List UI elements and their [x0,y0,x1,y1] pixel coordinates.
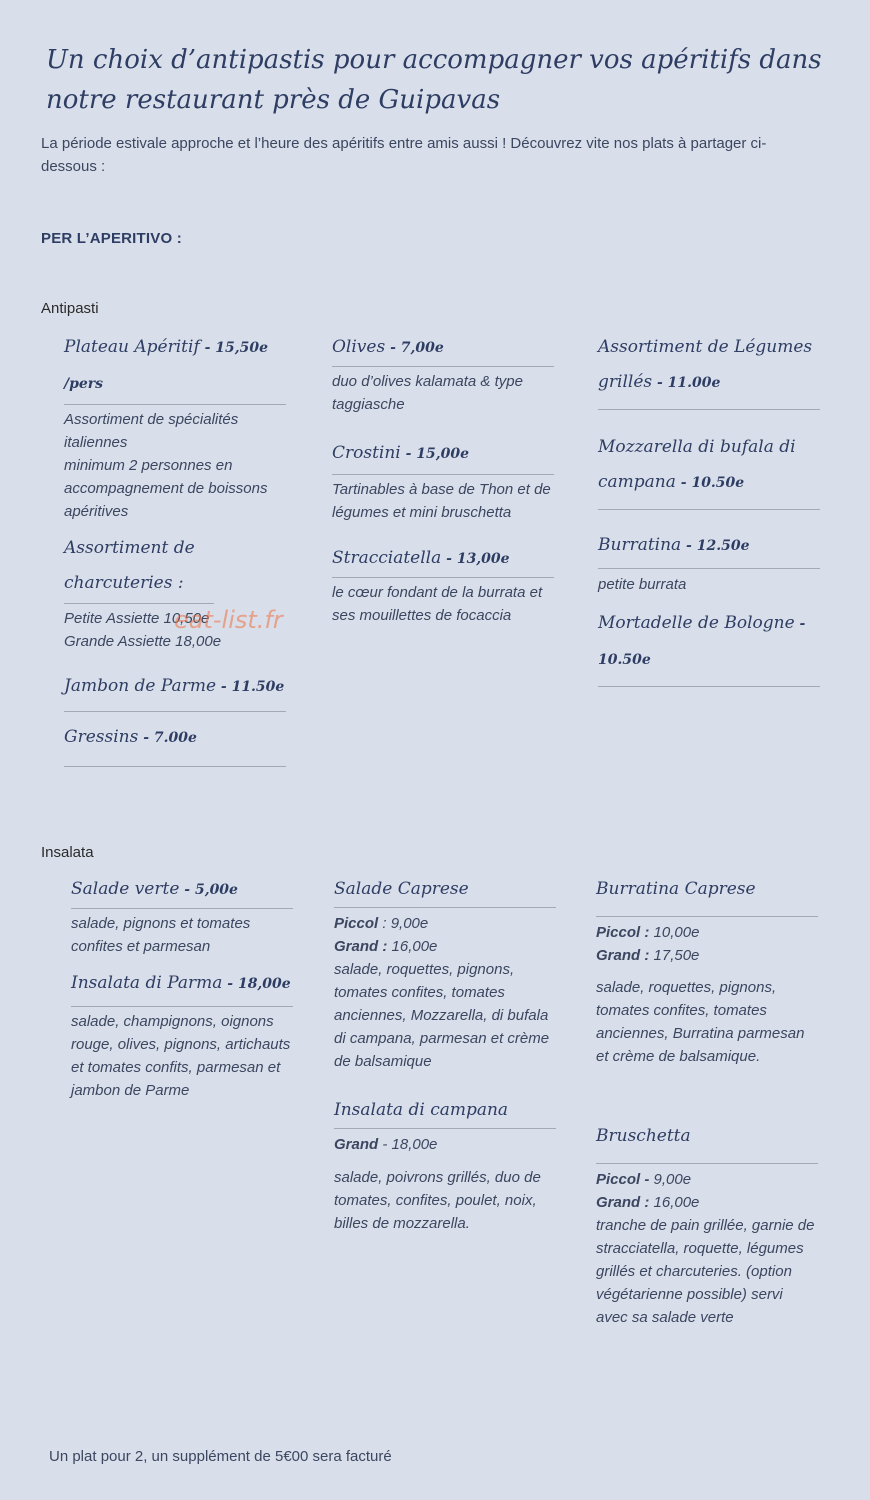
divider [64,766,286,767]
price-line: Piccol : 9,00e [334,915,429,932]
page-title: Un choix d’antipastis pour accompagner vos apéritifs dans notre restaurant près de Guipavas [46,45,822,115]
menu-item-description: salade, roquettes, pignons, tomates confites, tomates anciennes, Burratina parmesan et crème de balsamique. [596,979,805,1065]
menu-item-name: Olives - 7,00e [332,337,444,357]
divider [332,366,554,367]
divider [64,603,214,604]
antipasti-label: Antipasti [41,300,99,317]
antipasti-column-1 [64,330,286,767]
menu-item-name: Bruschetta [596,1126,691,1146]
divider [598,509,820,510]
menu-item-name: Mozzarella di bufala di campana - 10.50e [598,437,796,492]
menu-item-description: Assortiment de spécialités italiennes minimum 2 personnes en accompagnement de boissons apéritives [64,411,268,520]
menu-item-name: Burratina Caprese [596,879,756,899]
price-line: Piccol - 9,00e [596,1171,692,1188]
insalata-column-3 [596,872,818,1329]
price-line: Grand : 16,00e [334,938,438,955]
menu-item-description: salade, pignons et tomates confites et parmesan [71,915,251,955]
menu-item-name: Insalata di Parma - 18,00e [71,973,291,993]
menu-item-name: Salade Caprese [334,879,469,899]
insalata-label: Insalata [41,844,94,861]
divider [334,1128,556,1129]
divider [71,908,293,909]
antipasti-column-2 [332,330,554,627]
divider [64,711,286,712]
intro-text: La période estivale approche et l’heure des apéritifs entre amis aussi ! Découvrez vite nos plats à partager ci-dessous : [41,135,767,175]
menu-item-description: petite burrata [598,576,687,593]
menu-item-name: Burratina - 12.50e [598,535,750,555]
watermark: eat-list.fr [174,606,283,634]
menu-item-name: Salade verte - 5,00e [71,879,238,899]
antipasti-column-3 [598,330,820,687]
divider [598,409,820,410]
menu-item-description: salade, poivrons grillés, duo de tomates, confites, poulet, noix, billes de mozzarella. [334,1169,541,1232]
menu-item-description: tranche de pain grillée, garnie de stracciatella, roquette, légumes grillés et charcuteries. (option végétarienne possible) servi avec sa salade verte [596,1217,815,1326]
divider [596,1163,818,1164]
menu-item-description: salade, champignons, oignons rouge, olives, pignons, artichauts et tomates confits, parmesan et jambon de Parme [71,1013,291,1099]
price-line: Piccol : 10,00e [596,924,700,941]
insalata-column-2 [334,872,556,1235]
aperitivo-heading: PER L’APERITIVO : [41,230,182,247]
divider [596,916,818,917]
menu-item-name: Assortiment de Légumes grillés - 11.00e [598,337,813,392]
menu-item-description: Petite Assiette 10,50e Grande Assiette 18,00e [64,610,222,650]
divider [64,404,286,405]
divider [71,1006,293,1007]
menu-item-description: Tartinables à base de Thon et de légumes et mini bruschetta [332,481,551,521]
menu-item-name: Plateau Apéritif - 15,50e /pers [64,337,269,392]
menu-item-name: Stracciatella - 13,00e [332,548,510,568]
price-line: Grand - 18,00e [334,1136,438,1153]
divider [598,568,820,569]
price-line: Grand : 16,00e [596,1194,700,1211]
menu-item-name: Jambon de Parme - 11.50e [64,676,285,696]
divider [332,474,554,475]
divider [334,907,556,908]
menu-item-description: salade, roquettes, pignons, tomates confites, tomates anciennes, Mozzarella, di bufala di campana, parmesan et crème de balsamique [334,961,550,1070]
footer-note: Un plat pour 2, un supplément de 5€00 sera facturé [49,1448,392,1465]
menu-item-name: Gressins - 7.00e [64,727,197,747]
menu-item-name: Assortiment de charcuteries : [64,538,195,593]
divider [332,577,554,578]
menu-item-description: le cœur fondant de la burrata et ses mouillettes de focaccia [332,584,543,624]
divider [598,686,820,687]
menu-item-description: duo d’olives kalamata & type taggiasche [332,373,523,413]
menu-item-name: Mortadelle de Bologne - 10.50e [598,613,806,668]
price-line: Grand : 17,50e [596,947,700,964]
insalata-column-1 [71,872,293,1102]
menu-item-name: Crostini - 15,00e [332,443,470,463]
menu-item-name: Insalata di campana [334,1100,509,1120]
